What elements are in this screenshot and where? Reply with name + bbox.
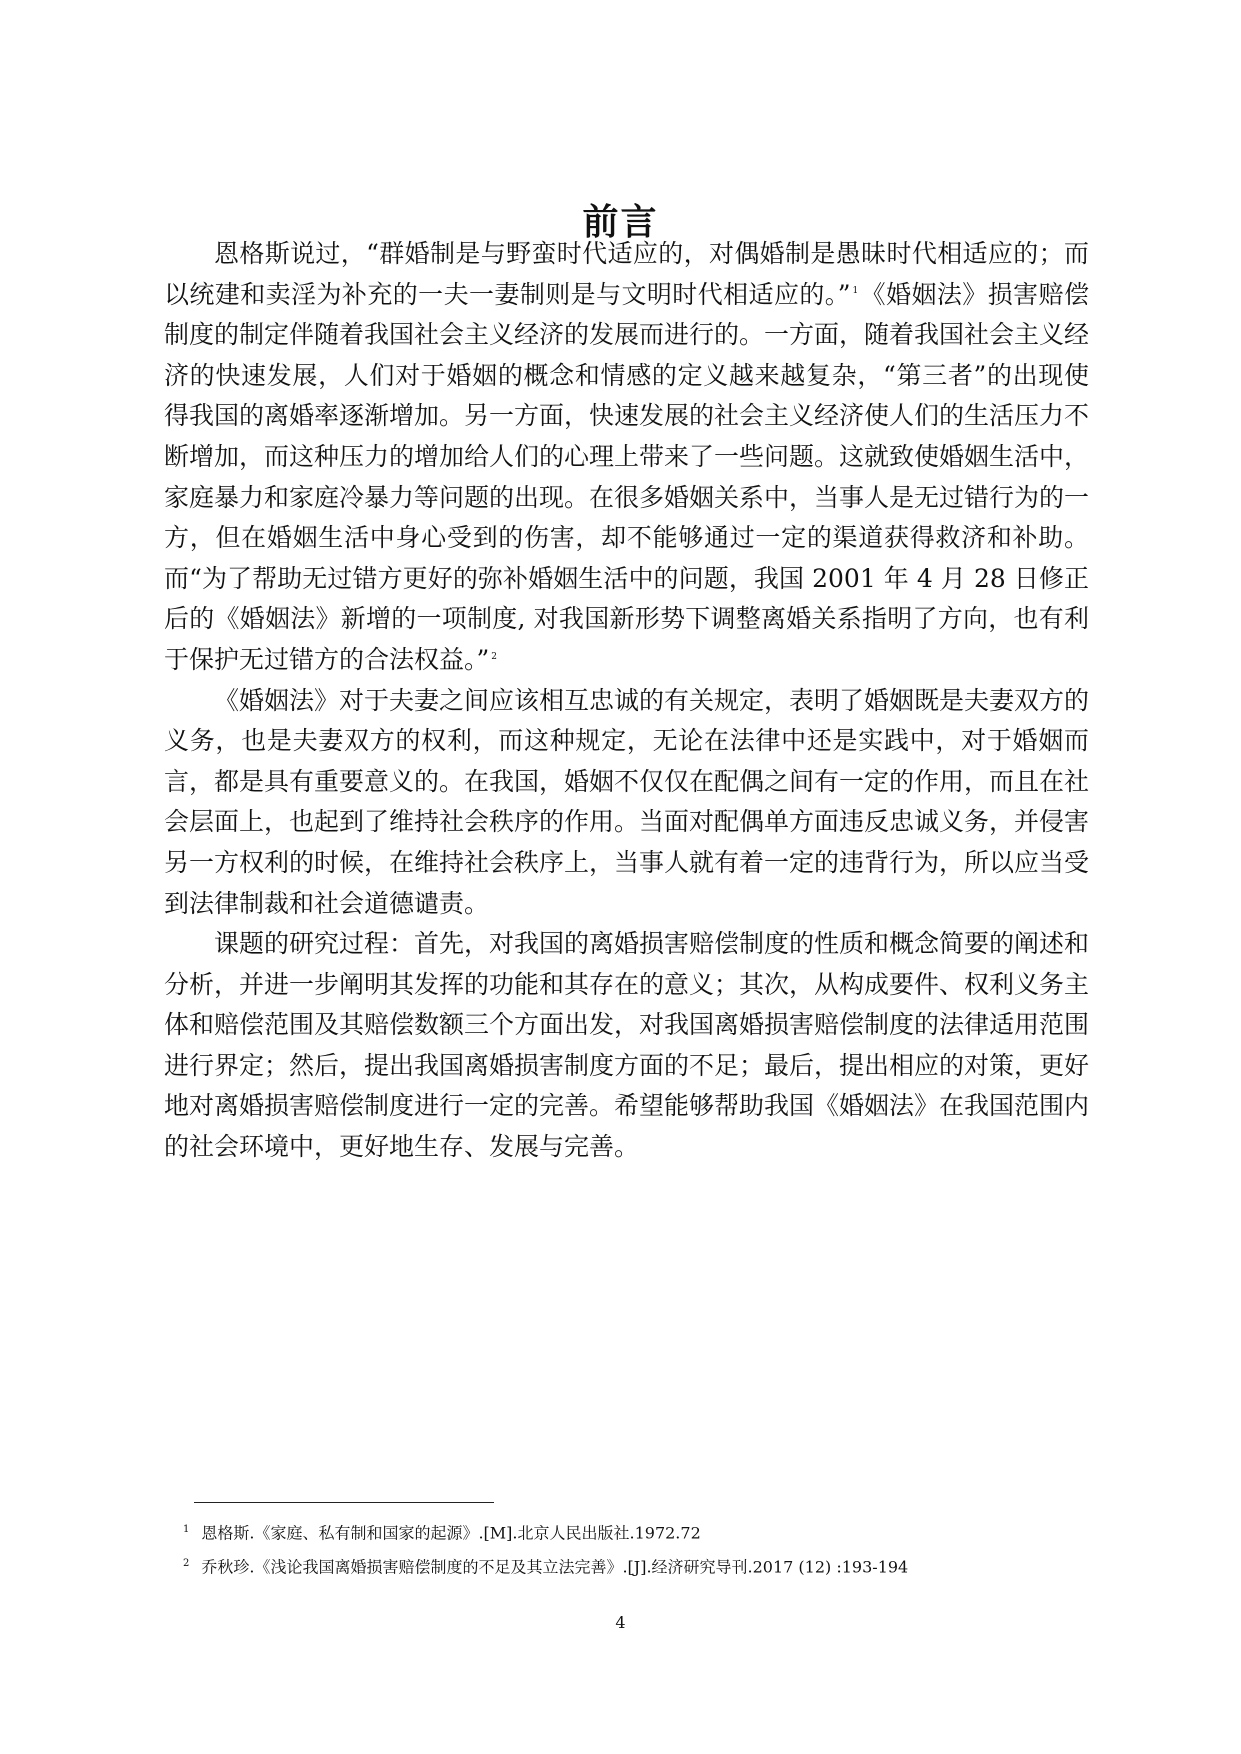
- footnote-2: [183, 1552, 908, 1579]
- paragraph-1: [164, 234, 1089, 681]
- paragraph-1-part-1: 恩格斯说过，“群婚制是与野蛮时代适应的，对偶婚制是愚昧时代相适应的；而以统建和卖淫为补充的一夫一妻制则是与文明时代相适应的。”: [164, 239, 1089, 309]
- footnote-1: [183, 1518, 701, 1545]
- paragraph-2: 《婚姻法》对于夫妻之间应该相互忠诚的有关规定，表明了婚姻既是夫妻双方的义务，也是夫妻双方的权利，而这种规定，无论在法律中还是实践中，对于婚姻而言，都是具有重要意义的。在我国，婚姻不仅仅在配偶之间有一定的作用，而且在社会层面上，也起到了维持社会秩序的作用。当面对配偶单方面违反忠诚义务，并侵害另一方权利的时候，在维持社会秩序上，当事人就有着一定的违背行为，所以应当受到法律制裁和社会道德谴责。: [164, 685, 1090, 918]
- paragraph-1-part-2: 《婚姻法》损害赔偿制度的制定伴随着我国社会主义经济的发展而进行的。一方面，随着我国社会主义经济的快速发展，人们对于婚姻的概念和情感的定义越来越复杂，“第三者”的出现使得我国的离婚率逐渐增加。另一方面，快速发展的社会主义经济使人们的生活压力不断增加，而这种压力的增加给人们的心理上带来了一些问题。这就致使婚姻生活中，家庭暴力和家庭冷暴力等问题的出现。在很多婚姻关系中，当事人是无过错行为的一方，但在婚姻生活中身心受到的伤害，却不能够通过一定的渠道获得救济和补助。而“为了帮助无过错方更好的弥补婚姻生活中的问题，我国 2001 年 4 月 28 日修正后的《婚姻法》新增的一项制度, 对我国新形势下调整离婚关系指明了方向，也有利于保护无过错方的合法权益。”: [164, 279, 1090, 674]
- paragraph-3: 课题的研究过程：首先，对我国的离婚损害赔偿制度的性质和概念简要的阐述和分析，并进一步阐明其发挥的功能和其存在的意义；其次，从构成要件、权利义务主体和赔偿范围及其赔偿数额三个方面出发，对我国离婚损害赔偿制度的法律适用范围进行界定；然后，提出我国离婚损害制度方面的不足；最后，提出相应的对策，更好地对离婚损害赔偿制度进行一定的完善。希望能够帮助我国《婚姻法》在我国范围内的社会环境中，更好地生存、发展与完善。: [164, 929, 1090, 1162]
- page-title: 前言: [582, 202, 659, 244]
- footnote-1-number: 1: [183, 1524, 190, 1535]
- footnote-separator: [194, 1502, 494, 1503]
- footnote-reference-2: 2: [491, 651, 498, 662]
- footnote-1-text: 恩格斯.《家庭、私有制和国家的起源》.[M].北京人民出版社.1972.72: [201, 1523, 701, 1543]
- body-text: [164, 234, 1089, 1168]
- page-number: 4: [615, 1613, 626, 1632]
- footnote-2-text: 乔秋珍.《浅论我国离婚损害赔偿制度的不足及其立法完善》.[J].经济研究导刊.2017 (12) :193-194: [201, 1557, 909, 1577]
- footnote-reference-1: 1: [852, 286, 859, 297]
- footnote-2-number: 2: [183, 1558, 190, 1569]
